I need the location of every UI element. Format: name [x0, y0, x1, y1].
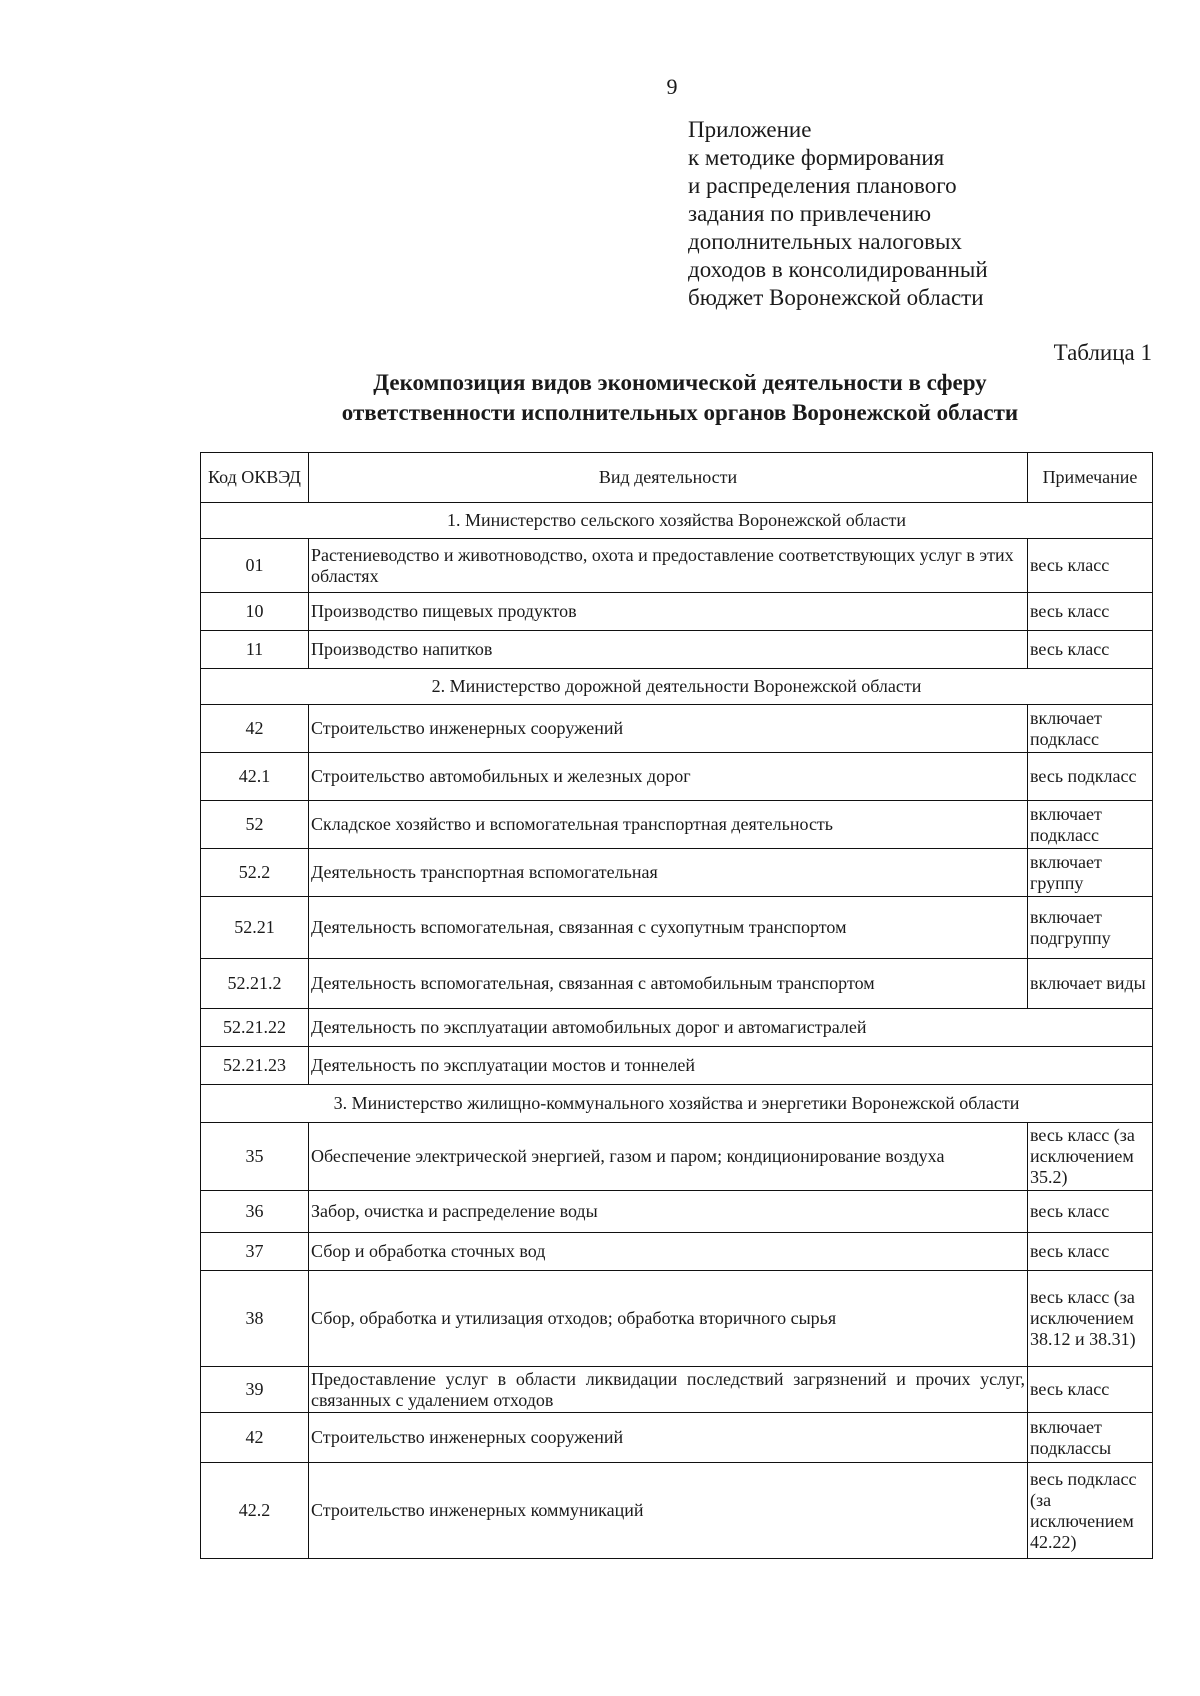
code-cell: 42.1: [201, 753, 309, 801]
note-cell: весь подкласс: [1028, 753, 1153, 801]
note-cell: весь класс: [1028, 1367, 1153, 1413]
table-row: [201, 959, 1153, 1009]
table-row: [201, 631, 1153, 669]
note-cell: весь класс (за исключением 38.12 и 38.31): [1028, 1271, 1153, 1367]
section-title: 1. Министерство сельского хозяйства Воронежской области: [201, 503, 1153, 539]
activity-cell: Сбор и обработка сточных вод: [309, 1233, 1028, 1271]
code-cell: 38: [201, 1271, 309, 1367]
appendix-line: дополнительных налоговых: [688, 229, 962, 254]
table-row: [201, 801, 1153, 849]
code-cell: 10: [201, 593, 309, 631]
code-cell: 52.2: [201, 849, 309, 897]
table-row: [201, 1413, 1153, 1463]
document-title: [200, 368, 1160, 428]
appendix-line: Приложение: [688, 117, 812, 142]
code-cell: 42: [201, 1413, 309, 1463]
appendix-line: доходов в консолидированный: [688, 257, 988, 282]
note-cell: весь класс (за исключением 35.2): [1028, 1123, 1153, 1191]
code-cell: 52.21.2: [201, 959, 309, 1009]
activity-cell: Предоставление услуг в области ликвидации последствий загрязнений и прочих услуг, связанных с удалением отходов: [309, 1367, 1028, 1413]
code-cell: 52.21.22: [201, 1009, 309, 1047]
header-note: Примечание: [1028, 453, 1153, 503]
okved-table: [200, 452, 1153, 1559]
note-cell: весь класс: [1028, 1191, 1153, 1233]
table-row: [201, 897, 1153, 959]
note-cell: включает группу: [1028, 849, 1153, 897]
note-cell: весь класс: [1028, 593, 1153, 631]
activity-cell: Производство пищевых продуктов: [309, 593, 1028, 631]
section-title: 3. Министерство жилищно-коммунального хозяйства и энергетики Воронежской области: [201, 1085, 1153, 1123]
table-row: [201, 1463, 1153, 1559]
section-row: [201, 503, 1153, 539]
table-row: [201, 1123, 1153, 1191]
table-row: [201, 705, 1153, 753]
code-cell: 39: [201, 1367, 309, 1413]
page-number: 9: [666, 74, 678, 99]
note-cell: весь подкласс (за исключением 42.22): [1028, 1463, 1153, 1559]
activity-cell: Строительство инженерных коммуникаций: [309, 1463, 1028, 1559]
code-cell: 11: [201, 631, 309, 669]
activity-cell: Деятельность вспомогательная, связанная с сухопутным транспортом: [309, 897, 1028, 959]
table-row: [201, 593, 1153, 631]
note-cell: весь класс: [1028, 631, 1153, 669]
activity-cell: Строительство инженерных сооружений: [309, 1413, 1028, 1463]
activity-cell: Сбор, обработка и утилизация отходов; обработка вторичного сырья: [309, 1271, 1028, 1367]
header-activity: Вид деятельности: [309, 453, 1028, 503]
table-row: [201, 849, 1153, 897]
table-label: Таблица 1: [1053, 340, 1152, 365]
activity-cell: Строительство инженерных сооружений: [309, 705, 1028, 753]
appendix-block: [688, 116, 1148, 312]
table-row: [201, 1367, 1153, 1413]
code-cell: 42: [201, 705, 309, 753]
code-cell: 52.21.23: [201, 1047, 309, 1085]
table-row: [201, 753, 1153, 801]
note-cell: весь класс: [1028, 539, 1153, 593]
title-line-2: ответственности исполнительных органов Воронежской области: [341, 400, 1019, 425]
table-row: [201, 1191, 1153, 1233]
activity-cell: Строительство автомобильных и железных дорог: [309, 753, 1028, 801]
activity-cell: Складское хозяйство и вспомогательная транспортная деятельность: [309, 801, 1028, 849]
activity-cell: Производство напитков: [309, 631, 1028, 669]
table-row: [201, 1047, 1153, 1085]
table-header-row: [201, 453, 1153, 503]
activity-cell: Забор, очистка и распределение воды: [309, 1191, 1028, 1233]
note-cell: включает подкласс: [1028, 801, 1153, 849]
activity-cell: Деятельность транспортная вспомогательная: [309, 849, 1028, 897]
activity-cell: Растениеводство и животноводство, охота и предоставление соответствующих услуг в этих областях: [309, 539, 1028, 593]
activity-cell: Деятельность по эксплуатации мостов и тоннелей: [309, 1047, 1153, 1085]
section-row: [201, 669, 1153, 705]
code-cell: 52: [201, 801, 309, 849]
code-cell: 01: [201, 539, 309, 593]
table-row: [201, 539, 1153, 593]
appendix-line: задания по привлечению: [688, 201, 932, 226]
activity-cell: Обеспечение электрической энергией, газом и паром; кондиционирование воздуха: [309, 1123, 1028, 1191]
note-cell: включает виды: [1028, 959, 1153, 1009]
appendix-line: к методике формирования: [688, 145, 945, 170]
note-cell: включает подкласс: [1028, 705, 1153, 753]
table-row: [201, 1271, 1153, 1367]
code-cell: 42.2: [201, 1463, 309, 1559]
activity-cell: Деятельность по эксплуатации автомобильных дорог и автомагистралей: [309, 1009, 1153, 1047]
note-cell: включает подгруппу: [1028, 897, 1153, 959]
code-cell: 52.21: [201, 897, 309, 959]
section-title: 2. Министерство дорожной деятельности Воронежской области: [201, 669, 1153, 705]
table-row: [201, 1009, 1153, 1047]
code-cell: 36: [201, 1191, 309, 1233]
note-cell: весь класс: [1028, 1233, 1153, 1271]
title-line-1: Декомпозиция видов экономической деятельности в сферу: [373, 370, 987, 395]
code-cell: 37: [201, 1233, 309, 1271]
activity-cell: Деятельность вспомогательная, связанная с автомобильным транспортом: [309, 959, 1028, 1009]
code-cell: 35: [201, 1123, 309, 1191]
header-code: Код ОКВЭД: [201, 453, 309, 503]
section-row: [201, 1085, 1153, 1123]
table-row: [201, 1233, 1153, 1271]
appendix-line: бюджет Воронежской области: [688, 285, 984, 310]
note-cell: включает подклассы: [1028, 1413, 1153, 1463]
appendix-line: и распределения планового: [688, 173, 957, 198]
